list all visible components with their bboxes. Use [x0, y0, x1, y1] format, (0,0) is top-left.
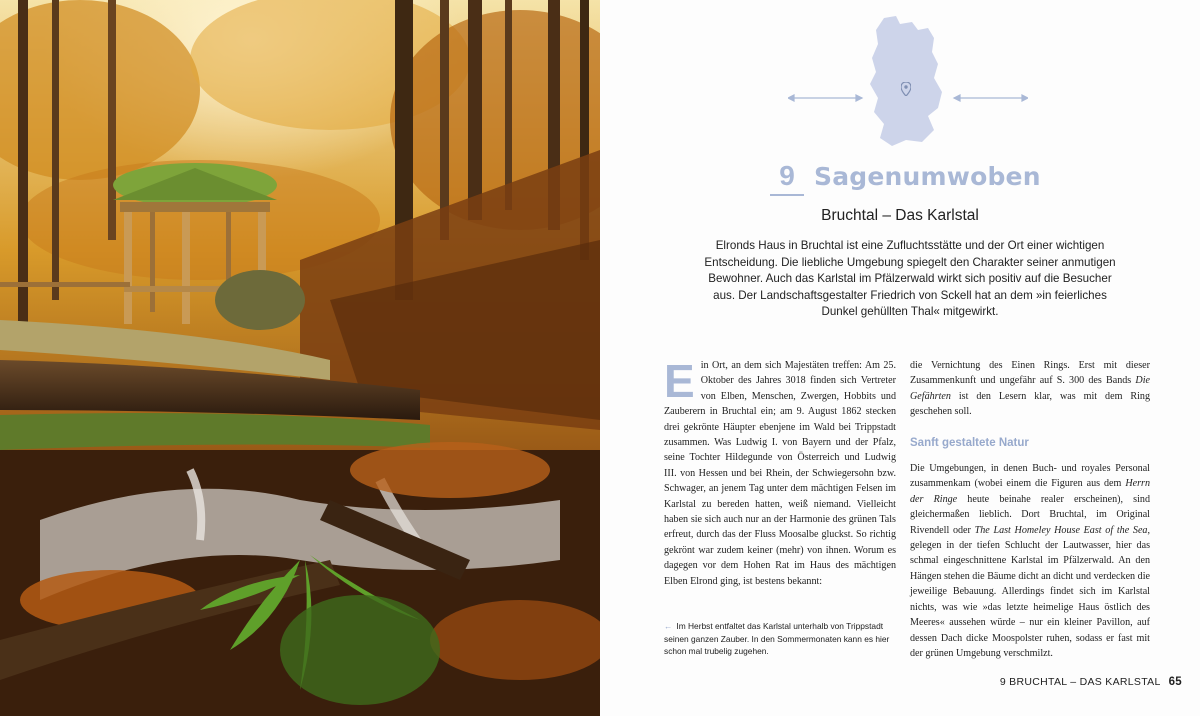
germany-map-icon [788, 12, 1028, 152]
arrow-left-icon: ← [664, 621, 673, 631]
intro-paragraph: Elronds Haus in Bruchtal ist eine Zufluchtsstätte und der Ort einer wichtigen Entscheidung. Die liebliche Umgebung spiegelt den Charakter seiner anmutigen Bewohner. Auch das Karlstal im Pfälzerwald wirkt sich positiv auf die Besucher aus. Der Landschaftsgestalter Friedrich von Sckell hat an dem »in feierliches Dunkel gehüllten Thal« mitgewirkt. [704, 239, 1116, 318]
running-footer-label: 9 BRUCHTAL – DAS KARLSTAL [999, 676, 1161, 688]
drop-cap: E [664, 355, 695, 407]
chapter-title: Sagenumwoben [814, 162, 1041, 191]
page-footer [1000, 676, 1182, 688]
body-paragraph-2 [910, 358, 1150, 420]
chapter-number: 9 [770, 160, 804, 196]
page-number: 65 [1168, 676, 1182, 688]
book-title-homely-house: The Last Homeley House East of the Sea [974, 524, 1148, 536]
photo-caption-text: Im Herbst entfaltet das Karlstal unterhalb von Trippstadt seinen ganzen Zauber. In den Sommermonaten kann es hier schon mal trubelig zugehen. [664, 621, 890, 656]
body-column-left [664, 355, 896, 589]
right-page [600, 0, 1200, 716]
body-paragraph-1 [664, 355, 896, 589]
body-column-right [910, 358, 1150, 661]
body-paragraph-3-text-c: , gelegen in der tiefen Schlucht der Lautwasser, hier das schmal eingeschnittene Karlstal im Pfälzerwald. An den Hängen stehen die Bäume dicht an dicht und verdecken die jeweilige Bebauung. Allerdings findet sich im Karlstal nichts, was wie »das letzte heimelige Haus östlich des Meeres« aussehen würde – nur ein kleiner Pavillon, auf dessen Dach dicke Moospolster ruhen, sodass er fast mit der grünen Umgebung verschmilzt. [910, 524, 1151, 659]
book-title-herr-der-ringe: Herrn der Ringe [910, 478, 1150, 505]
body-paragraph-1-text: in Ort, an dem sich Majestäten treffen: Am 25. Oktober des Jahres 3018 finden sich Vertreter von Elben, Menschen, Zwergen, Hobbits und Zauberern in Bruchtal ein; am 9. August 1862 stecken drei gekrönte Häupter ebenjene im Wald bei Trippstadt zusammen. Was Ludwig I. von Bayern und der Pfalz, seine Tochter Hildegunde von Österreich und Ludwig III. von Hessen und bei Rhein, der Schwiegersohn bzw. Schwager, an jenem Tag unter dem mächtigen Felsen im Karlstal zu bereden hatten, weiß niemand. Vielleicht haben sie sich auch nur an der Harmonie des grünen Tals erfreut, durch das der Fluss Moosalbe gluckst. So richtig gekrönt war zudem keiner (mehr) von ihnen. Worum es dagegen vor dem Hohen Rat im Haus des mächtigen Elben Elrond ging, ist bestens bekannt: [664, 360, 896, 587]
body-paragraph-2-text-b: ist den Lesern klar, was mit dem Ring geschehen soll. [910, 390, 1150, 418]
section-heading: Sanft gestaltete Natur [910, 436, 1029, 449]
body-paragraph-3-text-b: heute beinahe realer erscheinen), sind gleichermaßen lieblich. Dort Bruchtal, im Original Rivendell oder [910, 493, 1150, 536]
book-title-gefaehrten: Die Gefährten [910, 375, 1150, 402]
chapter-heading [770, 160, 1041, 200]
photo-caption [664, 620, 896, 658]
body-paragraph-3 [910, 461, 1150, 661]
location-pin-icon [901, 82, 911, 96]
body-paragraph-3-text-a: Die Umgebungen, in denen Buch- und royales Personal zusammenkam (wobei einem die Figuren aus dem [910, 463, 1150, 490]
chapter-subtitle: Bruchtal – Das Karlstal [821, 207, 979, 224]
body-paragraph-2-text-a: die Vernichtung des Einen Rings. Erst mit dieser Zusammenkunft und ungefähr auf S. 300 des Bands [910, 360, 1150, 387]
